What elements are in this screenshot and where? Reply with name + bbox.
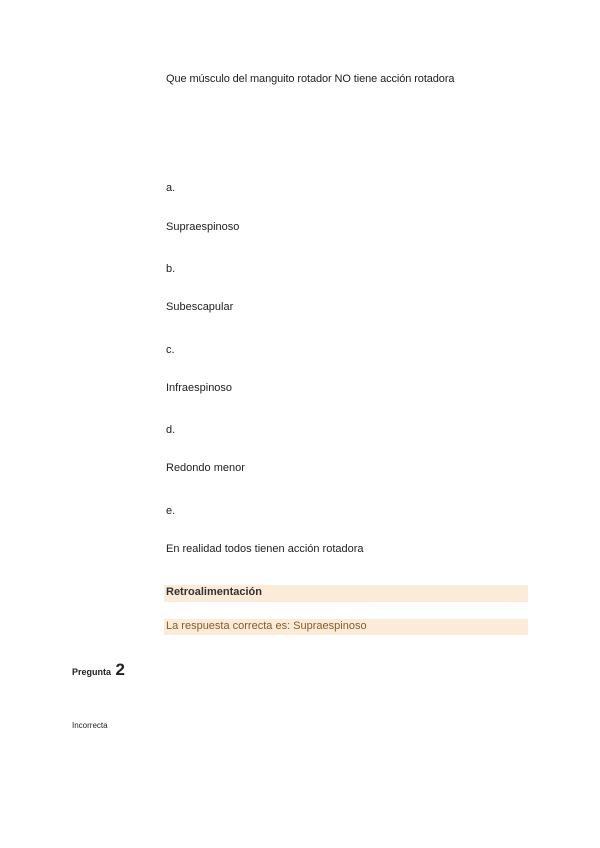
question-number: 2: [115, 660, 125, 679]
option-c-letter: c.: [166, 344, 175, 356]
option-a-text[interactable]: Supraespinoso: [166, 221, 240, 233]
option-e-letter: e.: [166, 505, 176, 517]
feedback-answer: La respuesta correcta es: Supraespinoso: [164, 619, 528, 635]
option-c-text[interactable]: Infraespinoso: [166, 382, 233, 394]
option-e-text[interactable]: En realidad todos tienen acción rotadora: [166, 543, 364, 555]
next-question-header: [72, 660, 125, 680]
option-b-text[interactable]: Subescapular: [166, 301, 234, 313]
feedback-heading: Retroalimentación: [164, 585, 528, 602]
question-status: Incorrecta: [72, 721, 108, 730]
question-label: Pregunta: [72, 667, 112, 677]
option-d-letter: d.: [166, 424, 176, 436]
option-b-letter: b.: [166, 263, 176, 275]
option-a-letter: a.: [166, 182, 176, 194]
question-text: Que músculo del manguito rotador NO tiene acción rotadora: [166, 73, 455, 85]
option-d-text[interactable]: Redondo menor: [166, 462, 245, 474]
